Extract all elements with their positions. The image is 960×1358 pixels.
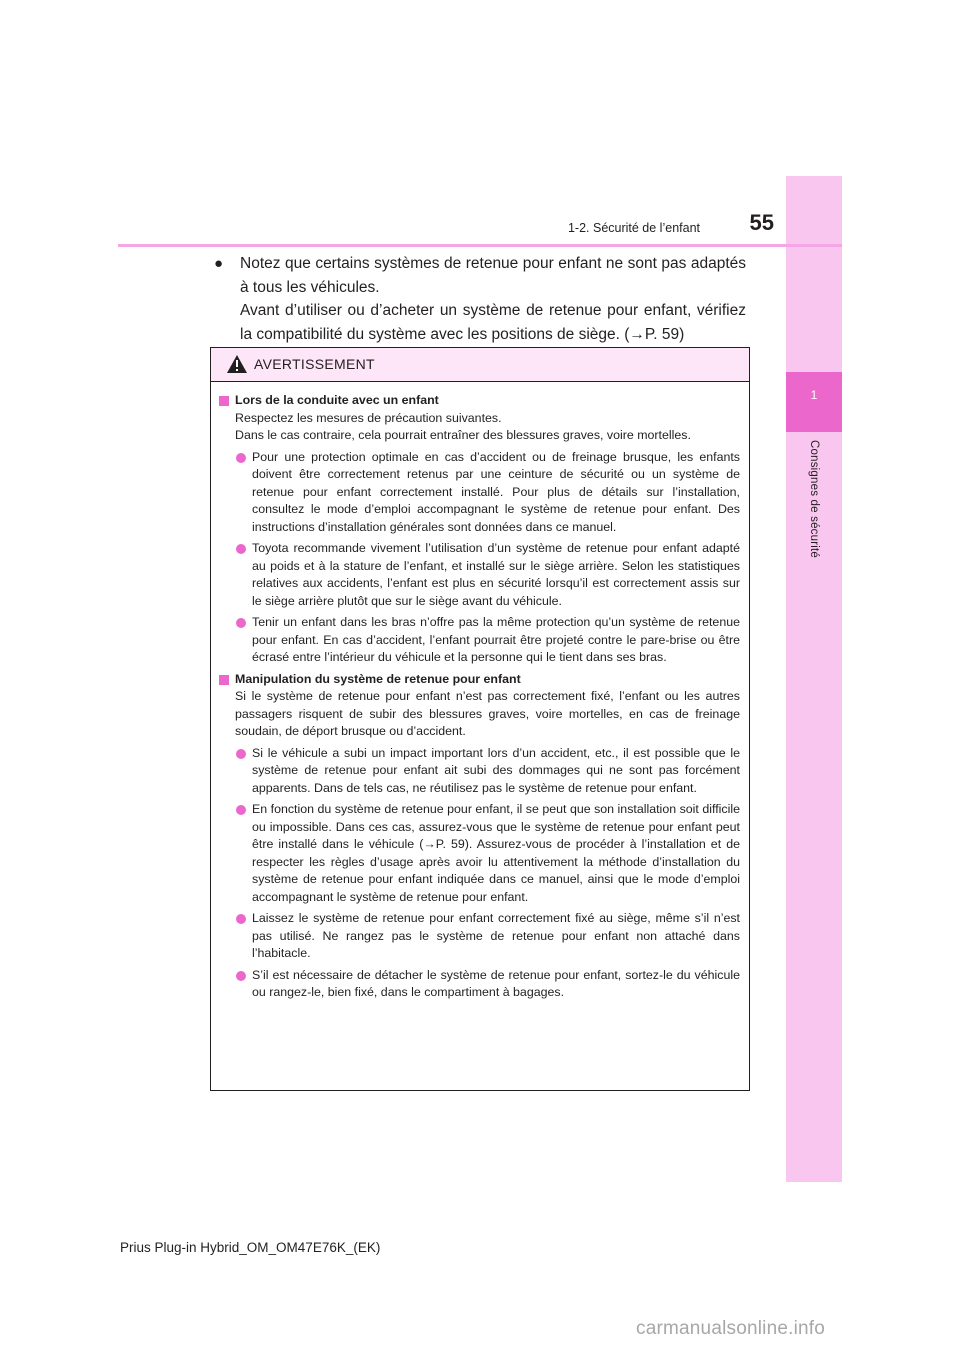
list-item-text: S’il est nécessaire de détacher le système de retenue pour enfant, sortez-le du véhicule ou rangez-le, bien fixé, dans le compartiment à bagages.	[252, 967, 740, 999]
list-item	[235, 449, 740, 537]
list-item-text: Pour une protection optimale en cas d’accident ou de freinage brusque, les enfants doivent être correctement retenus par une ceinture de sécurité ou un système de retenue pour enfant correctement installé. Pour plus de détails sur l’installation, consultez le mode d’emploi accompagnant le système de retenue pour enfant. Des instructions d’installation générales sont données dans ce manuel.	[252, 449, 740, 534]
intro-line: Avant d’utiliser ou d’acheter un système de retenue pour enfant, vérifiez la compatibilité du système avec les positions de siège. (→P. 59)	[240, 302, 746, 343]
intro-line: Notez que certains systèmes de retenue pour enfant ne sont pas adaptés à tous les véhicules.	[240, 255, 746, 296]
chapter-side-tab	[786, 176, 842, 1182]
list-item	[235, 801, 740, 906]
warning-header	[211, 348, 749, 382]
list-item	[235, 745, 740, 798]
list-item-text: En fonction du système de retenue pour enfant, il se peut que son installation soit difficile ou impossible. Dans ces cas, assurez-vous que le système de retenue pour enfant peut être installé dans le véhicule (→P. 59). Assurez-vous de procéder à l’installation et de respecter les règles d’usage après avoir lu attentivement la méthode d’installation du système de retenue pour enfant indiquée dans ce manuel, ainsi que le mode d’emploi accompagnant le système de retenue pour enfant.	[252, 802, 740, 904]
square-bullet-icon	[219, 675, 229, 685]
section-heading: Manipulation du système de retenue pour enfant	[235, 671, 521, 686]
paragraph: Si le système de retenue pour enfant n’est pas correctement fixé, l’enfant ou les autres passagers risquent de subir des blessures graves, voire mortelles, en cas de freinage soudain, de déport brusque ou d’accident.	[235, 689, 740, 738]
paragraph: Dans le cas contraire, cela pourrait entraîner des blessures graves, voire mortelles.	[235, 428, 691, 442]
list-item	[235, 614, 740, 667]
list-item	[235, 540, 740, 610]
warning-section	[219, 392, 740, 667]
warning-section	[219, 671, 740, 1002]
list-item-text: Tenir un enfant dans les bras n’offre pas la même protection qu’un système de retenue pour enfant. En cas d’accident, l’enfant pourrait être projeté contre le pare-brise ou être écrasé entre l’intérieur du véhicule et la personne qui le tient dans ses bras.	[252, 615, 740, 664]
header-divider	[118, 244, 842, 247]
document-id: Prius Plug-in Hybrid_OM_OM47E76K_(EK)	[120, 1240, 381, 1255]
list-item	[235, 967, 740, 1002]
section-title: 1-2. Sécurité de l’enfant	[567, 221, 700, 235]
warning-box	[210, 347, 750, 1091]
chapter-number: 1	[810, 388, 818, 402]
watermark: carmanualsonline.info	[636, 1318, 826, 1339]
bullet-dot-icon	[236, 749, 246, 759]
square-bullet-icon	[219, 396, 229, 406]
list-item-text: Laissez le système de retenue pour enfant correctement fixé au siège, même s’il n’est pas utilisé. Ne rangez pas le système de retenue pour enfant non attaché dans l’habitacle.	[252, 911, 740, 960]
bullet-dot-icon	[236, 544, 246, 554]
chapter-tab-active	[786, 372, 842, 432]
bullet-dot-icon	[236, 805, 246, 815]
list-item-text: Si le véhicule a subi un impact important lors d’un accident, etc., il est possible que le système de retenue pour enfant ait subi des dommages qui ne sont pas forcément apparents. Dans de tels cas, ne réutilisez pas le système de retenue pour enfant.	[252, 745, 740, 795]
bullet-dot-icon	[236, 914, 246, 924]
warning-body	[211, 382, 749, 1002]
intro-note	[214, 252, 746, 346]
warning-triangle-icon	[226, 354, 248, 374]
bullet-dot-icon	[236, 618, 246, 628]
bullet-dot-icon	[236, 453, 246, 463]
chapter-label: Consignes de sécurité	[808, 440, 820, 558]
list-item-text: Toyota recommande vivement l’utilisation d’un système de retenue pour enfant adapté au poids et à la stature de l’enfant, et installé sur le siège arrière. Selon les statistiques relatives aux accidents, l’enfant est plus en sécurité lorsqu’il est correctement assis sur le siège arrière plutôt que sur le siège avant du véhicule.	[252, 541, 740, 608]
bullet-dot-icon	[236, 971, 246, 981]
section-heading: Lors de la conduite avec un enfant	[235, 393, 439, 407]
page-number: 55	[749, 210, 774, 235]
warning-title: AVERTISSEMENT	[254, 356, 375, 372]
paragraph: Respectez les mesures de précaution suivantes.	[235, 410, 502, 425]
list-item	[235, 910, 740, 963]
bullet-icon: ●	[214, 255, 224, 272]
